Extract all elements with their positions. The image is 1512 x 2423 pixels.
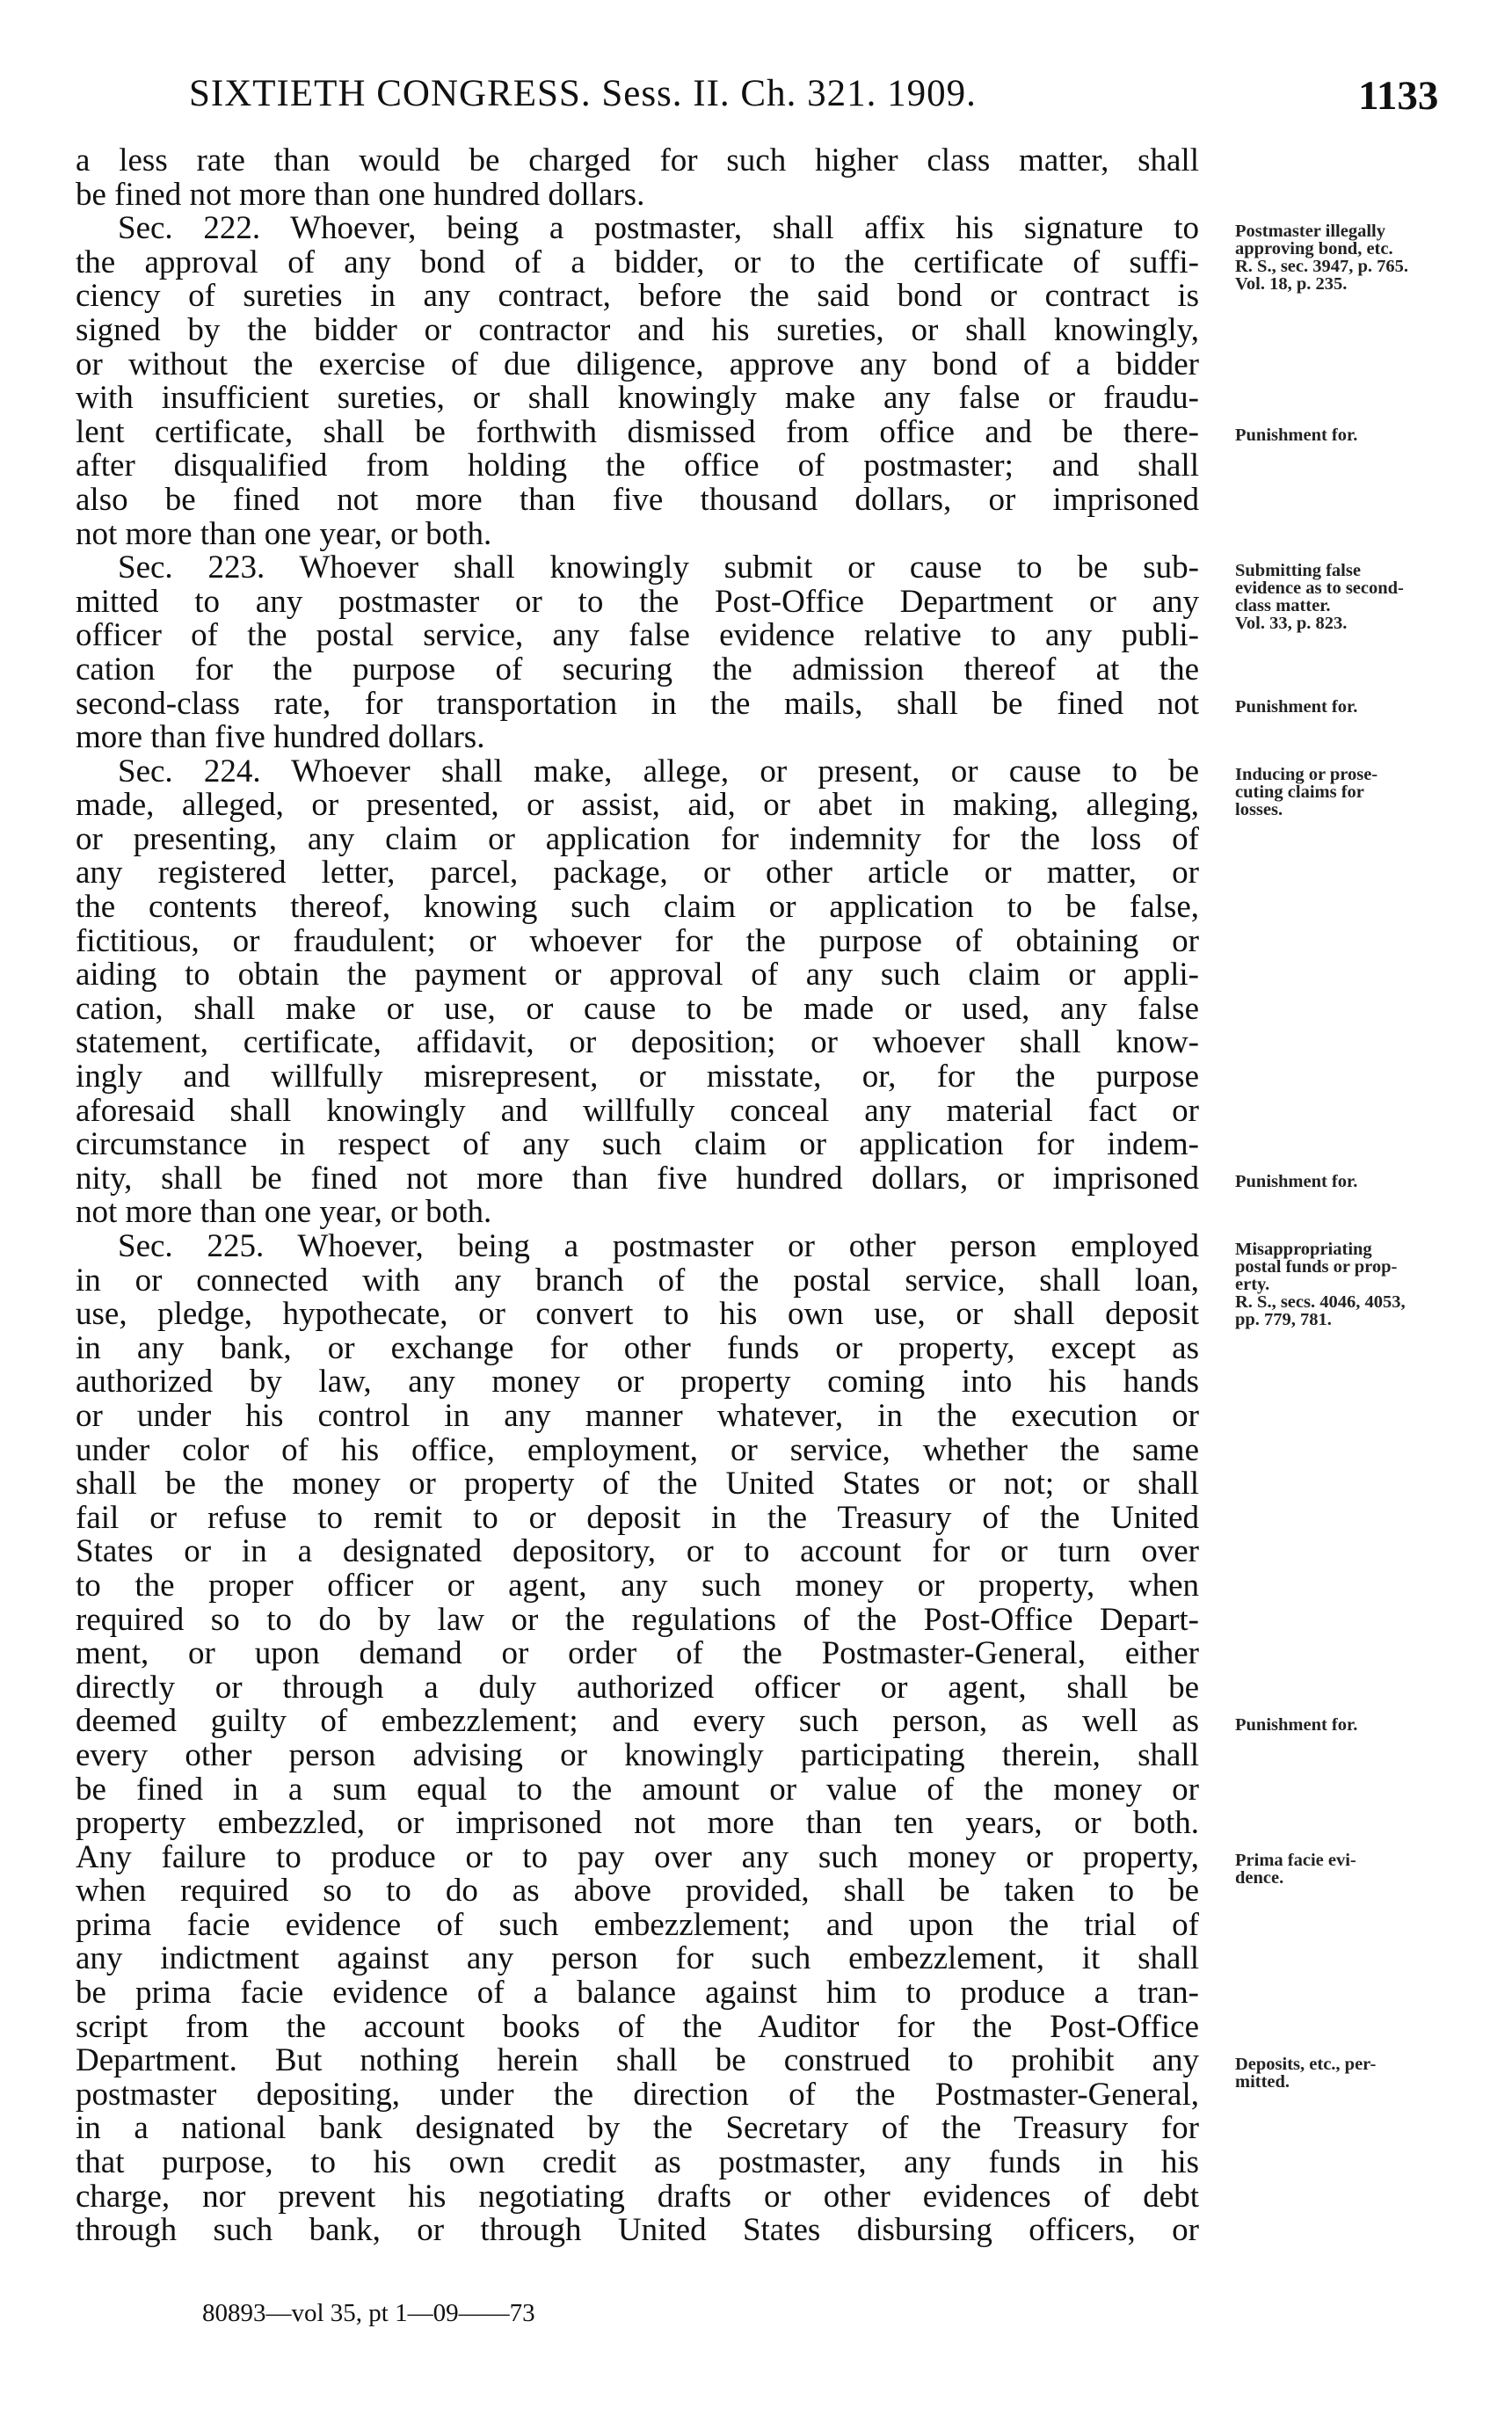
text-line: second-class rate, for transportation in the mails, shall be fined not	[76, 685, 1199, 722]
margin-note	[1235, 698, 1357, 716]
section-first-line: Sec. 225. Whoever, being a postmaster or other person employed	[118, 1228, 1199, 1264]
text-line: cation for the purpose of securing the admission thereof at the	[76, 651, 1199, 688]
margin-note	[1235, 1716, 1357, 1734]
margin-note-line: Postmaster illegally	[1235, 222, 1385, 242]
text-line: when required so to do as above provided, shall be taken to be	[76, 1873, 1199, 1910]
text-line: ciency of sureties in any contract, before the said bond or contract is	[76, 278, 1199, 315]
text-line: Department. But nothing herein shall be construed to prohibit any	[76, 2042, 1199, 2079]
text-line: a less rate than would be charged for such higher class matter, shall	[76, 142, 1199, 178]
margin-note	[1235, 1852, 1356, 1887]
text-line: also be fined not more than five thousand dollars, or imprisoned	[76, 481, 1199, 518]
text-line: more than five hundred dollars.	[76, 719, 485, 756]
margin-note-line: cuting claims for	[1235, 782, 1364, 802]
text-line: mitted to any postmaster or to the Post-Office Department or any	[76, 583, 1199, 620]
margin-note-line: Misappropriating	[1235, 1240, 1372, 1260]
text-line: in a national bank designated by the Secretary of the Treasury for	[76, 2110, 1199, 2147]
statute-text	[76, 144, 1199, 2248]
text-line: prima facie evidence of such embezzlement; and upon the trial of	[76, 1906, 1199, 1943]
text-line: the contents thereof, knowing such claim or application to be false,	[76, 889, 1199, 926]
margin-note-line: Punishment for.	[1235, 1714, 1358, 1735]
margin-note	[1235, 766, 1378, 819]
margin-note-line: R. S., sec. 3947, p. 765.	[1235, 257, 1409, 277]
page-header	[0, 0, 1512, 132]
text-line: made, alleged, or presented, or assist, aid, or abet in making, alleging,	[76, 787, 1199, 824]
margin-note-line: mitted.	[1235, 2071, 1290, 2092]
margin-note-line: losses.	[1235, 799, 1283, 819]
margin-note-line: Punishment for.	[1235, 1172, 1358, 1191]
text-line: be prima facie evidence of a balance against him to produce a tran-	[76, 1975, 1199, 2012]
margin-note-line: Submitting false	[1235, 561, 1361, 581]
text-line: in any bank, or exchange for other funds or property, except as	[76, 1329, 1199, 1366]
text-line: be fined in a sum equal to the amount or value of the money or	[76, 1771, 1199, 1808]
text-line: ingly and willfully misrepresent, or misstate, or, for the purpose	[76, 1059, 1199, 1095]
margin-note	[1235, 2056, 1376, 2091]
margin-note-line: Punishment for.	[1235, 425, 1358, 445]
margin-note-line: Vol. 33, p. 823.	[1235, 614, 1348, 634]
text-line: not more than one year, or both.	[76, 1194, 492, 1231]
margin-note-line: pp. 779, 781.	[1235, 1310, 1332, 1330]
margin-note-line: Inducing or prose-	[1235, 764, 1378, 784]
margin-note-line: class matter.	[1235, 596, 1331, 616]
text-line: authorized by law, any money or property coming into his hands	[76, 1364, 1199, 1401]
text-line: property embezzled, or imprisoned not more than ten years, or both.	[76, 1805, 1199, 1842]
section-first-line: Sec. 222. Whoever, being a postmaster, shall affix his signature to	[118, 210, 1199, 247]
text-line: postmaster depositing, under the direction of the Postmaster-General,	[76, 2076, 1199, 2113]
margin-note-line: Vol. 18, p. 235.	[1235, 274, 1348, 295]
margin-note-line: Deposits, etc., per-	[1235, 2054, 1377, 2074]
margin-note-line: postal funds or prop-	[1235, 1257, 1398, 1277]
text-line: aforesaid shall knowingly and willfully conceal any material fact or	[76, 1092, 1199, 1129]
text-line: aiding to obtain the payment or approval of any such claim or appli-	[76, 957, 1199, 993]
text-line: officer of the postal service, any false evidence relative to any publi-	[76, 617, 1199, 654]
text-line: shall be the money or property of the United States or not; or shall	[76, 1466, 1199, 1503]
text-line: cation, shall make or use, or cause to be made or used, any false	[76, 990, 1199, 1027]
text-line: not more than one year, or both.	[76, 515, 492, 552]
text-line: to the proper officer or agent, any such money or property, when	[76, 1567, 1199, 1604]
text-line: any indictment against any person for such embezzlement, it shall	[76, 1940, 1199, 1977]
text-line: fail or refuse to remit to or deposit in the Treasury of the United	[76, 1499, 1199, 1536]
text-line: ment, or upon demand or order of the Postmaster-General, either	[76, 1635, 1199, 1672]
text-line: required so to do by law or the regulations of the Post-Office Depart-	[76, 1601, 1199, 1638]
text-line: that purpose, to his own credit as postmaster, any funds in his	[76, 2144, 1199, 2181]
margin-note	[1235, 222, 1408, 293]
margin-note-line: Prima facie evi-	[1235, 1851, 1356, 1870]
text-line: States or in a designated depository, or to account for or turn over	[76, 1533, 1199, 1570]
section-first-line: Sec. 223. Whoever shall knowingly submit or cause to be sub-	[118, 549, 1199, 586]
printer-signature: 80893—vol 35, pt 1—09——73	[202, 2299, 535, 2327]
page-number: 1133	[1358, 73, 1439, 119]
text-line: lent certificate, shall be forthwith dismissed from office and be there-	[76, 413, 1199, 450]
text-line: every other person advising or knowingly participating therein, shall	[76, 1736, 1199, 1773]
text-line: or under his control in any manner whatever, in the execution or	[76, 1397, 1199, 1434]
margin-note-line: Punishment for.	[1235, 696, 1358, 717]
margin-note-line: R. S., secs. 4046, 4053,	[1235, 1292, 1406, 1313]
text-line: directly or through a duly authorized officer or agent, shall be	[76, 1669, 1199, 1706]
text-line: deemed guilty of embezzlement; and every such person, as well as	[76, 1703, 1199, 1740]
text-line: signed by the bidder or contractor and his sureties, or shall knowingly,	[76, 311, 1199, 348]
text-line: through such bank, or through United States disbursing officers, or	[76, 2212, 1199, 2249]
margin-note	[1235, 1241, 1406, 1328]
text-line: with insufficient sureties, or shall knowingly make any false or fraudu-	[76, 380, 1199, 417]
text-line: any registered letter, parcel, package, or other article or matter, or	[76, 855, 1199, 891]
text-line: use, pledge, hypothecate, or convert to his own use, or shall deposit	[76, 1296, 1199, 1333]
text-line: or without the exercise of due diligence, approve any bond of a bidder	[76, 346, 1199, 382]
text-line: nity, shall be fined not more than five hundred dollars, or imprisoned	[76, 1160, 1199, 1197]
text-line: or presenting, any claim or application for indemnity for the loss of	[76, 820, 1199, 857]
margin-note-line: dence.	[1235, 1868, 1284, 1888]
text-line: under color of his office, employment, or service, whether the same	[76, 1431, 1199, 1468]
margin-note	[1235, 426, 1357, 444]
text-line: Any failure to produce or to pay over any such money or property,	[76, 1838, 1199, 1875]
text-line: script from the account books of the Auditor for the Post-Office	[76, 2008, 1199, 2045]
margin-note-line: erty.	[1235, 1275, 1270, 1295]
margin-note-line: approving bond, etc.	[1235, 239, 1393, 259]
text-line: the approval of any bond of a bidder, or to the certificate of suffi-	[76, 244, 1199, 280]
section-first-line: Sec. 224. Whoever shall make, allege, or present, or cause to be	[118, 753, 1199, 789]
margin-note	[1235, 562, 1404, 632]
text-line: charge, nor prevent his negotiating drafts or other evidences of debt	[76, 2178, 1199, 2215]
text-line: in or connected with any branch of the postal service, shall loan,	[76, 1262, 1199, 1299]
text-line: after disqualified from holding the office of postmaster; and shall	[76, 447, 1199, 484]
text-line: fictitious, or fraudulent; or whoever for the purpose of obtaining or	[76, 922, 1199, 959]
text-line: be fined not more than one hundred dollars.	[76, 176, 645, 213]
running-head: SIXTIETH CONGRESS. Sess. II. Ch. 321. 1909.	[189, 73, 977, 114]
margin-note	[1235, 1173, 1357, 1190]
text-line: statement, certificate, affidavit, or deposition; or whoever shall know-	[76, 1024, 1199, 1061]
margin-note-line: evidence as to second-	[1235, 578, 1404, 599]
text-line: circumstance in respect of any such claim or application for indem-	[76, 1126, 1199, 1163]
